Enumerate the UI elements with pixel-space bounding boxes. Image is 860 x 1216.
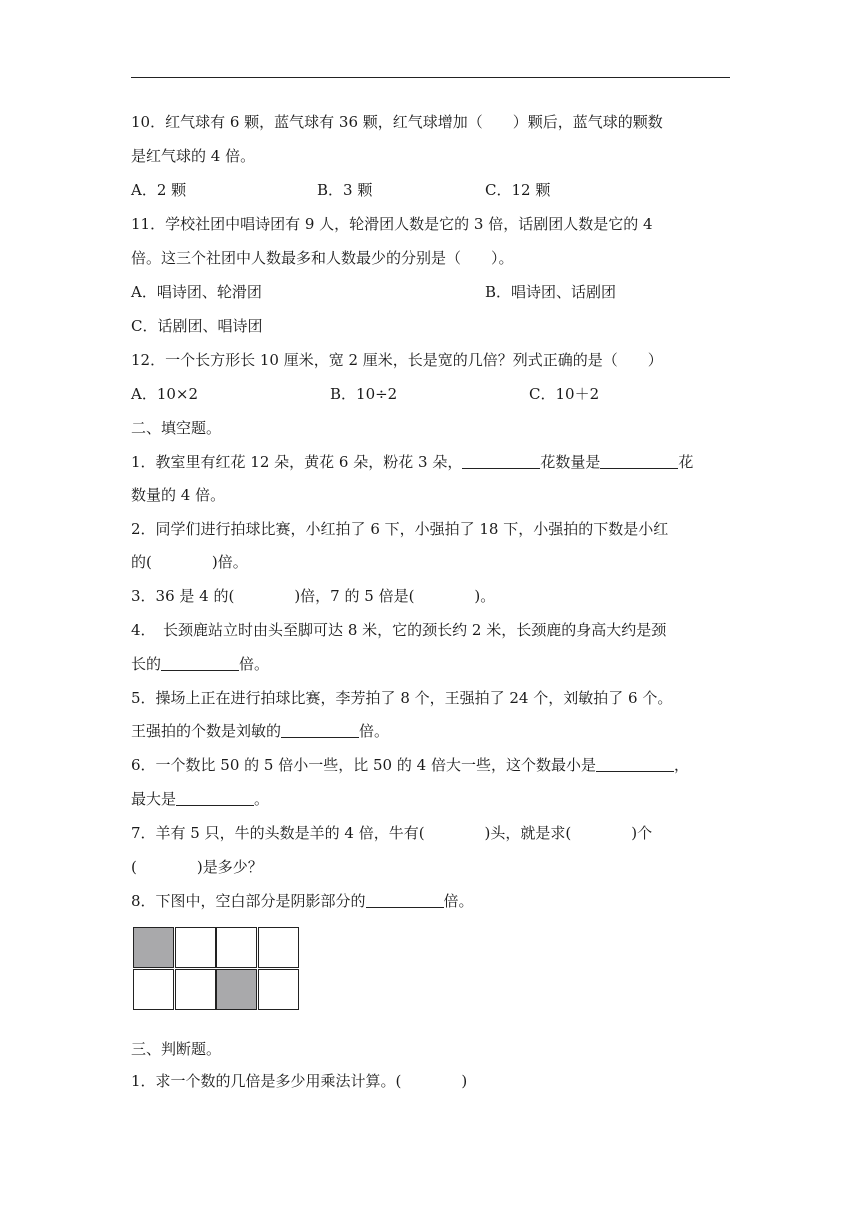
grid-cell (258, 927, 299, 968)
fill6-text-b: ， (673, 756, 689, 774)
q10-text-line1: 10．红气球有 6 颗，蓝气球有 36 颗，红气球增加（ ）颗后，蓝气球的颗数 (131, 113, 663, 131)
fill8-text-a: 8．下图中，空白部分是阴影部分的 (131, 892, 366, 910)
fill6-blank-2[interactable] (176, 790, 254, 806)
fill6-text-a: 6．一个数比 50 的 5 倍小一些，比 50 的 4 倍大一些，这个数最小是 (131, 756, 596, 774)
fill1-blank-2[interactable] (600, 453, 678, 469)
fill7-line1: 7．羊有 5 只，牛的头数是羊的 4 倍，牛有( )头，就是求( )个 (131, 824, 653, 842)
q11-option-a[interactable]: A．唱诗团、轮滑团 (131, 283, 262, 301)
judge1-text: 1．求一个数的几倍是多少用乘法计算。( ) (131, 1072, 468, 1090)
fill1-line1 (131, 452, 693, 472)
q11-text-line1: 11．学校社团中唱诗团有 9 人，轮滑团人数是它的 3 倍，话剧团人数是它的 4 (131, 215, 653, 233)
fill8-blank[interactable] (366, 892, 444, 908)
grid-cell-shaded (133, 927, 174, 968)
fill1-text-c: 花 (678, 453, 694, 471)
fill5-line1: 5．操场上正在进行拍球比赛，李芳拍了 8 个，王强拍了 24 个，刘敏拍了 6 个。 (131, 689, 673, 707)
fill8-text (131, 891, 474, 911)
fill1-text-d: 数量的 4 倍。 (131, 486, 226, 504)
fill4-line2 (131, 654, 269, 674)
fill4-text-c: 倍。 (239, 655, 270, 673)
q10-option-b[interactable]: B．3 颗 (317, 181, 373, 199)
q11-option-c[interactable]: C．话剧团、唱诗团 (131, 317, 263, 335)
fill2-line2: 的( )倍。 (131, 553, 248, 571)
fill5-blank[interactable] (281, 722, 359, 738)
section3-title: 三、判断题。 (131, 1040, 222, 1058)
q10-option-c[interactable]: C．12 颗 (485, 181, 551, 199)
grid-cell (216, 927, 257, 968)
grid-cell-shaded (216, 969, 257, 1010)
fill8-text-b: 倍。 (443, 892, 474, 910)
header-rule (131, 77, 730, 78)
fill3-text: 3．36 是 4 的( )倍，7 的 5 倍是( )。 (131, 587, 496, 605)
fill6-blank-1[interactable] (596, 756, 674, 772)
fill7-line2: ( )是多少？ (131, 858, 263, 876)
fill6-text-d: 。 (254, 790, 270, 808)
q12-option-c[interactable]: C．10＋2 (529, 385, 600, 403)
fill6-text-c: 最大是 (131, 790, 177, 808)
q10-text-line2: 是红气球的 4 倍。 (131, 147, 256, 165)
q11-text-line2: 倍。这三个社团中人数最多和人数最少的分别是（ ）。 (131, 249, 514, 267)
q11-option-b[interactable]: B．唱诗团、话剧团 (485, 283, 617, 301)
fill4-blank[interactable] (161, 655, 239, 671)
fill1-blank-1[interactable] (462, 453, 540, 469)
fill5-text-b: 王强拍的个数是刘敏的 (131, 722, 282, 740)
grid-figure (133, 927, 300, 1011)
fill1-text-b: 花数量是 (540, 453, 601, 471)
q10-option-a[interactable]: A．2 颗 (131, 181, 187, 199)
grid-cell (175, 927, 216, 968)
fill6-line1 (131, 755, 689, 775)
fill6-line2 (131, 789, 269, 809)
grid-cell (258, 969, 299, 1010)
q12-option-a[interactable]: A．10×2 (131, 385, 199, 403)
fill5-text-c: 倍。 (359, 722, 390, 740)
fill2-line1: 2．同学们进行拍球比赛，小红拍了 6 下，小强拍了 18 下，小强拍的下数是小红 (131, 520, 669, 538)
q12-text: 12．一个长方形长 10 厘米，宽 2 厘米，长是宽的几倍？列式正确的是（ ） (131, 351, 663, 369)
fill4-line1: 4． 长颈鹿站立时由头至脚可达 8 米，它的颈长约 2 米，长颈鹿的身高大约是颈 (131, 621, 667, 639)
fill4-text-b: 长的 (131, 655, 162, 673)
q12-option-b[interactable]: B．10÷2 (330, 385, 398, 403)
fill1-text-a: 1．教室里有红花 12 朵，黄花 6 朵，粉花 3 朵， (131, 453, 463, 471)
section2-title: 二、填空题。 (131, 419, 222, 437)
grid-cell (175, 969, 216, 1010)
fill5-line2 (131, 721, 389, 741)
grid-cell (133, 969, 174, 1010)
